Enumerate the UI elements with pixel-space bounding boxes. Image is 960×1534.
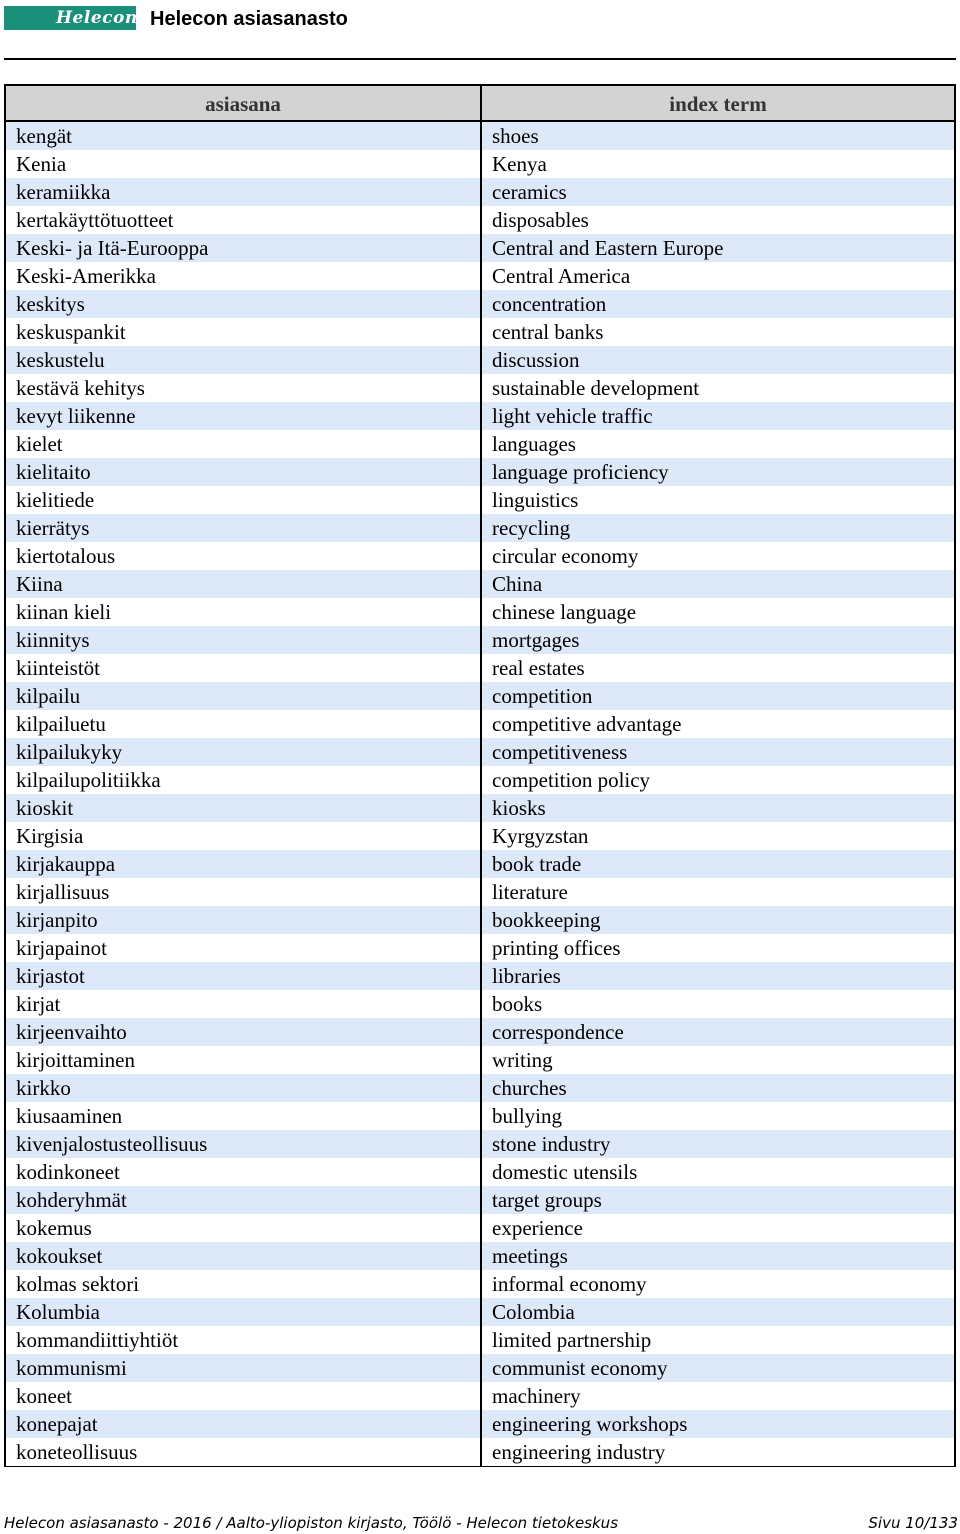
term-fi-cell: kilpailupolitiikka <box>6 766 480 794</box>
term-en-cell: correspondence <box>482 1018 954 1046</box>
term-fi-cell: kielet <box>6 430 480 458</box>
term-en-cell: competitiveness <box>482 738 954 766</box>
term-fi-cell: kirjastot <box>6 962 480 990</box>
term-en-cell: informal economy <box>482 1270 954 1298</box>
term-fi-cell: kokemus <box>6 1214 480 1242</box>
term-en-cell: books <box>482 990 954 1018</box>
term-en-cell: concentration <box>482 290 954 318</box>
page-title: Helecon asiasanasto <box>150 8 348 30</box>
term-fi-cell: keramiikka <box>6 178 480 206</box>
term-fi-cell: keskustelu <box>6 346 480 374</box>
registered-mark: ® <box>137 8 147 18</box>
term-fi-cell: kiinan kieli <box>6 598 480 626</box>
term-en-cell: book trade <box>482 850 954 878</box>
term-fi-cell: kilpailuetu <box>6 710 480 738</box>
page-header <box>4 4 956 32</box>
term-fi-cell: Kiina <box>6 570 480 598</box>
column-header-index-term: index term <box>482 86 954 122</box>
term-en-cell: meetings <box>482 1242 954 1270</box>
term-en-cell: China <box>482 570 954 598</box>
term-fi-cell: kevyt liikenne <box>6 402 480 430</box>
term-fi-cell: konepajat <box>6 1410 480 1438</box>
term-en-cell: real estates <box>482 654 954 682</box>
footer-source: Helecon asiasanasto - 2016 / Aalto-yliopiston kirjasto, Töölö - Helecon tietokeskus <box>4 1514 619 1532</box>
term-en-cell: competitive advantage <box>482 710 954 738</box>
term-fi-cell: kengät <box>6 122 480 150</box>
term-fi-cell: kirjat <box>6 990 480 1018</box>
logo-text: Helecon <box>56 8 138 28</box>
term-en-cell: linguistics <box>482 486 954 514</box>
term-fi-cell: kioskit <box>6 794 480 822</box>
term-fi-cell: kivenjalostusteollisuus <box>6 1130 480 1158</box>
term-fi-cell: kiinnitys <box>6 626 480 654</box>
term-en-cell: central banks <box>482 318 954 346</box>
term-en-cell: kiosks <box>482 794 954 822</box>
term-fi-cell: Kirgisia <box>6 822 480 850</box>
column-asiasana <box>6 86 480 1465</box>
term-fi-cell: kiertotalous <box>6 542 480 570</box>
term-fi-cell: koneet <box>6 1382 480 1410</box>
term-en-cell: libraries <box>482 962 954 990</box>
term-fi-cell: kirjoittaminen <box>6 1046 480 1074</box>
term-en-cell: Colombia <box>482 1298 954 1326</box>
term-en-cell: Kenya <box>482 150 954 178</box>
term-en-cell: Kyrgyzstan <box>482 822 954 850</box>
page-number: Sivu 10/133 <box>868 1514 958 1532</box>
term-fi-cell: kirjallisuus <box>6 878 480 906</box>
term-fi-cell: kohderyhmät <box>6 1186 480 1214</box>
term-en-cell: communist economy <box>482 1354 954 1382</box>
term-en-cell: sustainable development <box>482 374 954 402</box>
term-fi-cell: Keski-Amerikka <box>6 262 480 290</box>
term-en-cell: limited partnership <box>482 1326 954 1354</box>
term-en-cell: circular economy <box>482 542 954 570</box>
helecon-logo <box>4 6 147 30</box>
column-header-asiasana: asiasana <box>6 86 480 122</box>
term-en-cell: discussion <box>482 346 954 374</box>
term-en-cell: stone industry <box>482 1130 954 1158</box>
term-en-cell: churches <box>482 1074 954 1102</box>
term-en-cell: bullying <box>482 1102 954 1130</box>
term-en-cell: domestic utensils <box>482 1158 954 1186</box>
term-en-cell: experience <box>482 1214 954 1242</box>
term-table <box>4 84 956 1467</box>
term-fi-cell: kirkko <box>6 1074 480 1102</box>
term-en-cell: printing offices <box>482 934 954 962</box>
term-en-cell: ceramics <box>482 178 954 206</box>
term-en-cell: machinery <box>482 1382 954 1410</box>
term-fi-cell: Kolumbia <box>6 1298 480 1326</box>
term-en-cell: chinese language <box>482 598 954 626</box>
term-en-cell: Central and Eastern Europe <box>482 234 954 262</box>
term-fi-cell: keskitys <box>6 290 480 318</box>
term-fi-cell: kielitaito <box>6 458 480 486</box>
term-en-cell: Central America <box>482 262 954 290</box>
term-fi-cell: kommandiittiyhtiöt <box>6 1326 480 1354</box>
column-index-term <box>480 86 954 1465</box>
term-fi-cell: Kenia <box>6 150 480 178</box>
term-fi-cell: kolmas sektori <box>6 1270 480 1298</box>
term-en-cell: literature <box>482 878 954 906</box>
finnish-terms <box>6 122 480 1466</box>
term-en-cell: engineering industry <box>482 1438 954 1466</box>
term-en-cell: languages <box>482 430 954 458</box>
term-fi-cell: kierrätys <box>6 514 480 542</box>
term-fi-cell: kirjapainot <box>6 934 480 962</box>
term-fi-cell: koneteollisuus <box>6 1438 480 1466</box>
term-en-cell: recycling <box>482 514 954 542</box>
term-fi-cell: keskuspankit <box>6 318 480 346</box>
term-en-cell: target groups <box>482 1186 954 1214</box>
term-en-cell: competition <box>482 682 954 710</box>
term-en-cell: disposables <box>482 206 954 234</box>
term-fi-cell: kilpailukyky <box>6 738 480 766</box>
term-en-cell: mortgages <box>482 626 954 654</box>
term-en-cell: light vehicle traffic <box>482 402 954 430</box>
term-fi-cell: kodinkoneet <box>6 1158 480 1186</box>
term-fi-cell: kommunismi <box>6 1354 480 1382</box>
header-divider <box>4 58 956 60</box>
page-footer <box>4 1512 956 1534</box>
english-terms <box>482 122 954 1466</box>
term-fi-cell: kiusaaminen <box>6 1102 480 1130</box>
term-fi-cell: kirjeenvaihto <box>6 1018 480 1046</box>
term-en-cell: competition policy <box>482 766 954 794</box>
term-fi-cell: kielitiede <box>6 486 480 514</box>
term-en-cell: writing <box>482 1046 954 1074</box>
term-fi-cell: kokoukset <box>6 1242 480 1270</box>
term-en-cell: shoes <box>482 122 954 150</box>
term-fi-cell: kirjakauppa <box>6 850 480 878</box>
term-fi-cell: kertakäyttötuotteet <box>6 206 480 234</box>
term-fi-cell: kestävä kehitys <box>6 374 480 402</box>
term-fi-cell: kirjanpito <box>6 906 480 934</box>
term-fi-cell: Keski- ja Itä-Eurooppa <box>6 234 480 262</box>
term-en-cell: engineering workshops <box>482 1410 954 1438</box>
term-en-cell: bookkeeping <box>482 906 954 934</box>
term-fi-cell: kiinteistöt <box>6 654 480 682</box>
term-en-cell: language proficiency <box>482 458 954 486</box>
term-fi-cell: kilpailu <box>6 682 480 710</box>
